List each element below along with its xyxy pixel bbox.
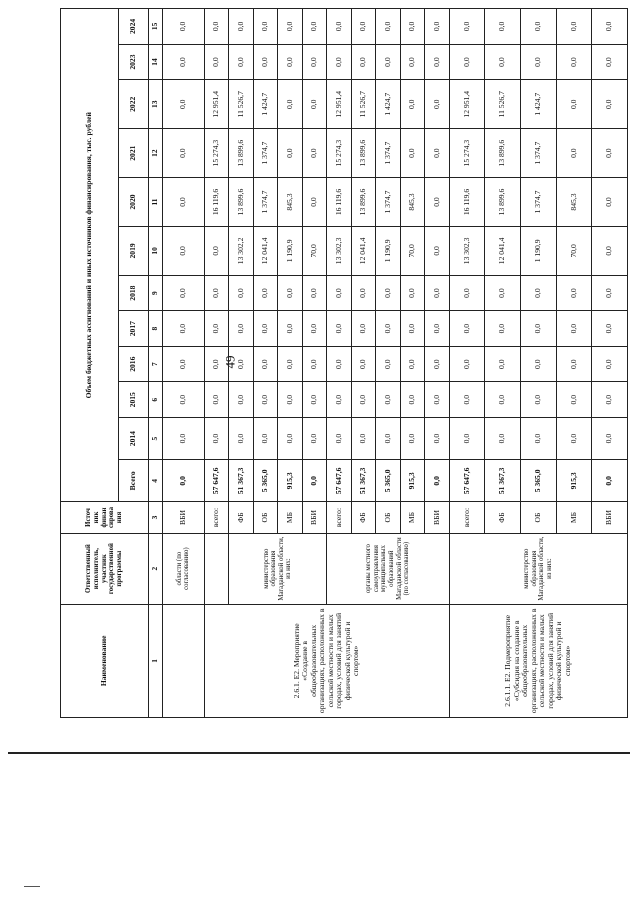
row-year-cell: 0,0 <box>425 275 450 311</box>
row-year-cell: 0,0 <box>449 9 485 45</box>
header-year: 2022 <box>119 80 149 129</box>
row-year-cell: 0,0 <box>425 382 450 418</box>
row-executor-cell: органы местного самоуправления муниципальных образований Магаданской области (по согласованию) <box>327 533 450 604</box>
row-year-cell: 0,0 <box>521 311 557 347</box>
finance-table <box>60 8 628 718</box>
row-year-cell: 0,0 <box>425 80 450 129</box>
row-total-cell: 0,0 <box>425 460 450 502</box>
row-year-cell: 11 526,7 <box>485 80 521 129</box>
row-year-cell: 0,0 <box>229 275 254 311</box>
row-year-cell: 12 951,4 <box>327 80 352 129</box>
row-year-cell: 0,0 <box>556 382 592 418</box>
row-name-cell: 2.6.1. Е2. Мероприятие «Создание в общеобразовательных организациях, расположенных в сельской местности и малых городах, условий для занятий физической культурой и спортом» <box>204 604 449 717</box>
row-year-cell: 0,0 <box>592 44 628 80</box>
row-year-cell: 1 374,7 <box>376 129 401 178</box>
row-year-cell: 1 374,7 <box>376 178 401 227</box>
row-year-cell: 0,0 <box>327 44 352 80</box>
row-year-cell: 0,0 <box>278 44 303 80</box>
row-source-cell: ОБ <box>253 502 278 533</box>
column-index-cell: 5 <box>149 418 163 460</box>
row-year-cell: 0,0 <box>376 382 401 418</box>
row-year-cell: 16 119,6 <box>327 178 352 227</box>
row-year-cell: 0,0 <box>278 346 303 382</box>
column-index-cell: 11 <box>149 178 163 227</box>
row-year-cell: 12 951,4 <box>449 80 485 129</box>
row-year-cell: 0,0 <box>253 44 278 80</box>
row-year-cell: 0,0 <box>163 311 205 347</box>
row-source-cell: ОБ <box>376 502 401 533</box>
row-year-cell: 0,0 <box>592 178 628 227</box>
row-year-cell: 0,0 <box>204 418 229 460</box>
row-year-cell: 12 041,4 <box>485 226 521 275</box>
row-year-cell: 0,0 <box>449 275 485 311</box>
row-year-cell: 0,0 <box>521 9 557 45</box>
row-year-cell: 1 424,7 <box>521 80 557 129</box>
row-executor-cell <box>204 533 229 604</box>
row-year-cell: 0,0 <box>400 9 425 45</box>
row-year-cell: 0,0 <box>278 80 303 129</box>
header-year: 2023 <box>119 44 149 80</box>
row-year-cell: 0,0 <box>556 129 592 178</box>
row-source-cell: ВБИ <box>163 502 205 533</box>
row-year-cell: 0,0 <box>327 311 352 347</box>
row-year-cell: 1 424,7 <box>376 80 401 129</box>
row-year-cell: 15 274,3 <box>204 129 229 178</box>
row-year-cell: 11 526,7 <box>351 80 376 129</box>
row-year-cell: 70,0 <box>400 226 425 275</box>
row-year-cell: 13 302,3 <box>327 226 352 275</box>
row-year-cell: 16 119,6 <box>204 178 229 227</box>
row-year-cell: 1 190,9 <box>521 226 557 275</box>
row-year-cell: 0,0 <box>400 418 425 460</box>
row-source-cell: всего: <box>449 502 485 533</box>
row-year-cell: 0,0 <box>163 9 205 45</box>
row-year-cell: 0,0 <box>400 275 425 311</box>
row-year-cell: 0,0 <box>449 418 485 460</box>
row-year-cell: 70,0 <box>556 226 592 275</box>
row-year-cell: 13 899,6 <box>485 129 521 178</box>
header-total: Всего <box>119 460 149 502</box>
row-year-cell: 0,0 <box>351 346 376 382</box>
row-year-cell: 0,0 <box>204 275 229 311</box>
header-year: 2024 <box>119 9 149 45</box>
row-year-cell: 0,0 <box>485 9 521 45</box>
row-year-cell: 1 374,7 <box>521 178 557 227</box>
row-year-cell: 0,0 <box>449 311 485 347</box>
row-source-cell: ВБИ <box>302 502 327 533</box>
row-year-cell: 0,0 <box>327 346 352 382</box>
row-year-cell: 16 119,6 <box>449 178 485 227</box>
row-year-cell: 0,0 <box>556 9 592 45</box>
row-year-cell: 13 899,6 <box>229 178 254 227</box>
header-name: Наименование <box>61 604 149 717</box>
row-year-cell: 0,0 <box>229 382 254 418</box>
row-year-cell: 845,3 <box>556 178 592 227</box>
row-year-cell: 0,0 <box>204 346 229 382</box>
row-year-cell: 0,0 <box>556 311 592 347</box>
row-year-cell: 70,0 <box>302 226 327 275</box>
row-total-cell: 915,3 <box>400 460 425 502</box>
table-row <box>163 9 205 718</box>
page-divider <box>8 752 630 754</box>
header-year: 2019 <box>119 226 149 275</box>
row-year-cell: 0,0 <box>425 418 450 460</box>
row-source-cell: ВБИ <box>592 502 628 533</box>
row-total-cell: 915,3 <box>278 460 303 502</box>
row-year-cell: 11 526,7 <box>229 80 254 129</box>
row-year-cell: 0,0 <box>485 311 521 347</box>
row-year-cell: 0,0 <box>485 418 521 460</box>
row-year-cell: 0,0 <box>400 311 425 347</box>
row-year-cell: 13 899,6 <box>351 178 376 227</box>
row-executor-cell: министерство образования Магаданской области, из них: <box>229 533 327 604</box>
column-index-cell: 13 <box>149 80 163 129</box>
row-year-cell: 0,0 <box>592 275 628 311</box>
row-year-cell: 0,0 <box>278 9 303 45</box>
row-year-cell: 0,0 <box>302 129 327 178</box>
row-year-cell: 0,0 <box>521 346 557 382</box>
row-source-cell: ОБ <box>521 502 557 533</box>
row-year-cell: 0,0 <box>449 382 485 418</box>
row-year-cell: 0,0 <box>204 9 229 45</box>
row-source-cell: ФБ <box>485 502 521 533</box>
row-year-cell: 0,0 <box>278 311 303 347</box>
row-year-cell: 0,0 <box>592 9 628 45</box>
column-index-cell: 6 <box>149 382 163 418</box>
row-year-cell: 0,0 <box>592 382 628 418</box>
row-total-cell: 57 647,6 <box>327 460 352 502</box>
row-year-cell: 0,0 <box>253 418 278 460</box>
row-year-cell: 0,0 <box>253 9 278 45</box>
header-source: Источ ник финан сирова ния <box>61 502 149 533</box>
row-year-cell: 12 041,4 <box>253 226 278 275</box>
row-year-cell: 0,0 <box>556 44 592 80</box>
row-year-cell: 0,0 <box>400 382 425 418</box>
row-year-cell: 13 899,6 <box>351 129 376 178</box>
row-year-cell: 0,0 <box>376 311 401 347</box>
header-year: 2021 <box>119 129 149 178</box>
row-year-cell: 0,0 <box>351 382 376 418</box>
row-source-cell: ФБ <box>351 502 376 533</box>
row-year-cell: 12 951,4 <box>204 80 229 129</box>
column-index-cell: 9 <box>149 275 163 311</box>
row-year-cell: 0,0 <box>351 418 376 460</box>
row-year-cell: 0,0 <box>592 226 628 275</box>
row-year-cell: 845,3 <box>278 178 303 227</box>
column-index-cell: 8 <box>149 311 163 347</box>
row-year-cell: 0,0 <box>485 275 521 311</box>
row-year-cell: 1 374,7 <box>253 178 278 227</box>
row-year-cell: 0,0 <box>302 44 327 80</box>
row-source-cell: МБ <box>556 502 592 533</box>
row-year-cell: 0,0 <box>425 311 450 347</box>
column-index-cell: 10 <box>149 226 163 275</box>
row-total-cell: 0,0 <box>302 460 327 502</box>
row-year-cell: 0,0 <box>376 346 401 382</box>
row-year-cell: 13 899,6 <box>485 178 521 227</box>
row-executor-cell: области (по согласованию) <box>163 533 205 604</box>
row-source-cell: МБ <box>278 502 303 533</box>
row-source-cell: МБ <box>400 502 425 533</box>
row-year-cell: 0,0 <box>278 382 303 418</box>
row-total-cell: 5 365,0 <box>521 460 557 502</box>
column-index-cell: 12 <box>149 129 163 178</box>
row-year-cell: 0,0 <box>163 382 205 418</box>
row-year-cell: 0,0 <box>302 275 327 311</box>
row-year-cell: 0,0 <box>302 80 327 129</box>
row-year-cell: 0,0 <box>376 9 401 45</box>
row-total-cell: 51 367,3 <box>229 460 254 502</box>
row-year-cell: 0,0 <box>485 346 521 382</box>
row-year-cell: 0,0 <box>229 9 254 45</box>
page-number: 49 <box>222 355 238 369</box>
row-year-cell: 0,0 <box>376 275 401 311</box>
row-year-cell: 0,0 <box>376 44 401 80</box>
row-year-cell: 0,0 <box>163 80 205 129</box>
row-year-cell: 15 274,3 <box>327 129 352 178</box>
row-year-cell: 0,0 <box>229 346 254 382</box>
row-year-cell: 845,3 <box>400 178 425 227</box>
row-year-cell: 0,0 <box>351 9 376 45</box>
row-year-cell: 0,0 <box>327 382 352 418</box>
row-year-cell: 0,0 <box>253 382 278 418</box>
row-year-cell: 0,0 <box>163 418 205 460</box>
row-year-cell: 1 374,7 <box>253 129 278 178</box>
column-index-cell: 7 <box>149 346 163 382</box>
column-index-row <box>149 9 163 718</box>
row-year-cell: 1 190,9 <box>278 226 303 275</box>
row-year-cell: 0,0 <box>253 311 278 347</box>
row-total-cell: 0,0 <box>163 460 205 502</box>
row-name-cell <box>163 604 205 717</box>
row-year-cell: 0,0 <box>229 418 254 460</box>
row-year-cell: 13 899,6 <box>229 129 254 178</box>
column-index-cell: 15 <box>149 9 163 45</box>
row-year-cell: 0,0 <box>521 44 557 80</box>
row-year-cell: 0,0 <box>204 44 229 80</box>
row-year-cell: 0,0 <box>229 44 254 80</box>
row-year-cell: 0,0 <box>376 418 401 460</box>
row-total-cell: 915,3 <box>556 460 592 502</box>
row-year-cell: 0,0 <box>351 275 376 311</box>
row-year-cell: 0,0 <box>556 418 592 460</box>
row-total-cell: 57 647,6 <box>449 460 485 502</box>
row-year-cell: 0,0 <box>449 44 485 80</box>
row-year-cell: 0,0 <box>485 44 521 80</box>
row-year-cell: 0,0 <box>592 80 628 129</box>
row-year-cell: 0,0 <box>229 311 254 347</box>
row-year-cell: 13 302,2 <box>229 226 254 275</box>
row-year-cell: 0,0 <box>425 129 450 178</box>
table-row <box>204 9 229 718</box>
row-year-cell: 0,0 <box>204 311 229 347</box>
row-year-cell: 0,0 <box>521 382 557 418</box>
row-year-cell: 0,0 <box>204 382 229 418</box>
document-page <box>60 8 628 718</box>
row-year-cell: 0,0 <box>400 129 425 178</box>
row-total-cell: 5 365,0 <box>376 460 401 502</box>
row-year-cell: 0,0 <box>425 346 450 382</box>
row-source-cell: всего: <box>327 502 352 533</box>
row-year-cell: 0,0 <box>278 275 303 311</box>
row-year-cell: 0,0 <box>400 80 425 129</box>
row-executor-cell: министерство образования Магаданской области, из них: <box>449 533 627 604</box>
row-year-cell: 0,0 <box>556 275 592 311</box>
table-row <box>449 9 485 718</box>
table-body <box>163 9 628 718</box>
row-total-cell: 0,0 <box>592 460 628 502</box>
row-total-cell: 51 367,3 <box>485 460 521 502</box>
row-year-cell: 0,0 <box>425 178 450 227</box>
row-name-cell: 2.6.1.1. Е2. Подмероприятие «Субсидия на создание в общеобразовательных организациях, расположенных в сельской местности и малых городах, условий для занятий физической культурой и спортом» <box>449 604 627 717</box>
row-year-cell: 0,0 <box>556 80 592 129</box>
row-year-cell: 0,0 <box>163 346 205 382</box>
row-year-cell: 0,0 <box>425 9 450 45</box>
row-year-cell: 0,0 <box>351 44 376 80</box>
header-year: 2015 <box>119 382 149 418</box>
row-year-cell: 1 374,7 <box>521 129 557 178</box>
row-year-cell: 0,0 <box>302 382 327 418</box>
row-year-cell: 0,0 <box>351 311 376 347</box>
row-total-cell: 57 647,6 <box>204 460 229 502</box>
header-year: 2020 <box>119 178 149 227</box>
row-year-cell: 0,0 <box>327 418 352 460</box>
header-year: 2018 <box>119 275 149 311</box>
row-year-cell: 0,0 <box>592 311 628 347</box>
row-year-cell: 0,0 <box>302 311 327 347</box>
row-year-cell: 0,0 <box>556 346 592 382</box>
row-year-cell: 0,0 <box>163 226 205 275</box>
row-year-cell: 0,0 <box>400 346 425 382</box>
row-year-cell: 0,0 <box>425 44 450 80</box>
row-year-cell: 0,0 <box>253 275 278 311</box>
row-year-cell: 0,0 <box>163 275 205 311</box>
row-year-cell: 0,0 <box>449 346 485 382</box>
row-year-cell: 0,0 <box>592 346 628 382</box>
finance-table-wrapper <box>60 8 628 718</box>
row-year-cell: 0,0 <box>521 275 557 311</box>
row-year-cell: 0,0 <box>327 275 352 311</box>
header-year: 2014 <box>119 418 149 460</box>
row-year-cell: 0,0 <box>425 226 450 275</box>
row-year-cell: 12 041,4 <box>351 226 376 275</box>
row-year-cell: 0,0 <box>400 44 425 80</box>
row-year-cell: 0,0 <box>163 44 205 80</box>
column-index-cell: 3 <box>149 502 163 533</box>
header-executor: Ответственный исполнитель, участник государственной программы <box>61 533 149 604</box>
row-total-cell: 5 365,0 <box>253 460 278 502</box>
row-year-cell: 0,0 <box>163 129 205 178</box>
row-year-cell: 0,0 <box>302 346 327 382</box>
row-year-cell: 0,0 <box>278 418 303 460</box>
row-year-cell: 0,0 <box>592 129 628 178</box>
row-year-cell: 0,0 <box>253 346 278 382</box>
row-total-cell: 51 367,3 <box>351 460 376 502</box>
row-source-cell: ФБ <box>229 502 254 533</box>
row-source-cell: ВБИ <box>425 502 450 533</box>
row-year-cell: 0,0 <box>592 418 628 460</box>
row-source-cell: всего: <box>204 502 229 533</box>
header-year: 2016 <box>119 346 149 382</box>
scan-artifact <box>24 886 40 887</box>
row-year-cell: 0,0 <box>327 9 352 45</box>
row-year-cell: 0,0 <box>521 418 557 460</box>
row-year-cell: 0,0 <box>302 418 327 460</box>
row-year-cell: 1 190,9 <box>376 226 401 275</box>
column-index-cell: 2 <box>149 533 163 604</box>
row-year-cell: 13 302,3 <box>449 226 485 275</box>
row-year-cell: 0,0 <box>485 382 521 418</box>
header-year: 2017 <box>119 311 149 347</box>
column-index-cell: 14 <box>149 44 163 80</box>
row-year-cell: 15 274,3 <box>449 129 485 178</box>
column-index-cell: 1 <box>149 604 163 717</box>
row-year-cell: 1 424,7 <box>253 80 278 129</box>
row-year-cell: 0,0 <box>302 9 327 45</box>
row-year-cell: 0,0 <box>278 129 303 178</box>
row-year-cell: 0,0 <box>302 178 327 227</box>
row-year-cell: 0,0 <box>204 226 229 275</box>
header-volume: Объем бюджетных ассигнований и иных источников финансирования, тыс. рублей <box>61 9 119 502</box>
column-index-cell: 4 <box>149 460 163 502</box>
row-year-cell: 0,0 <box>163 178 205 227</box>
